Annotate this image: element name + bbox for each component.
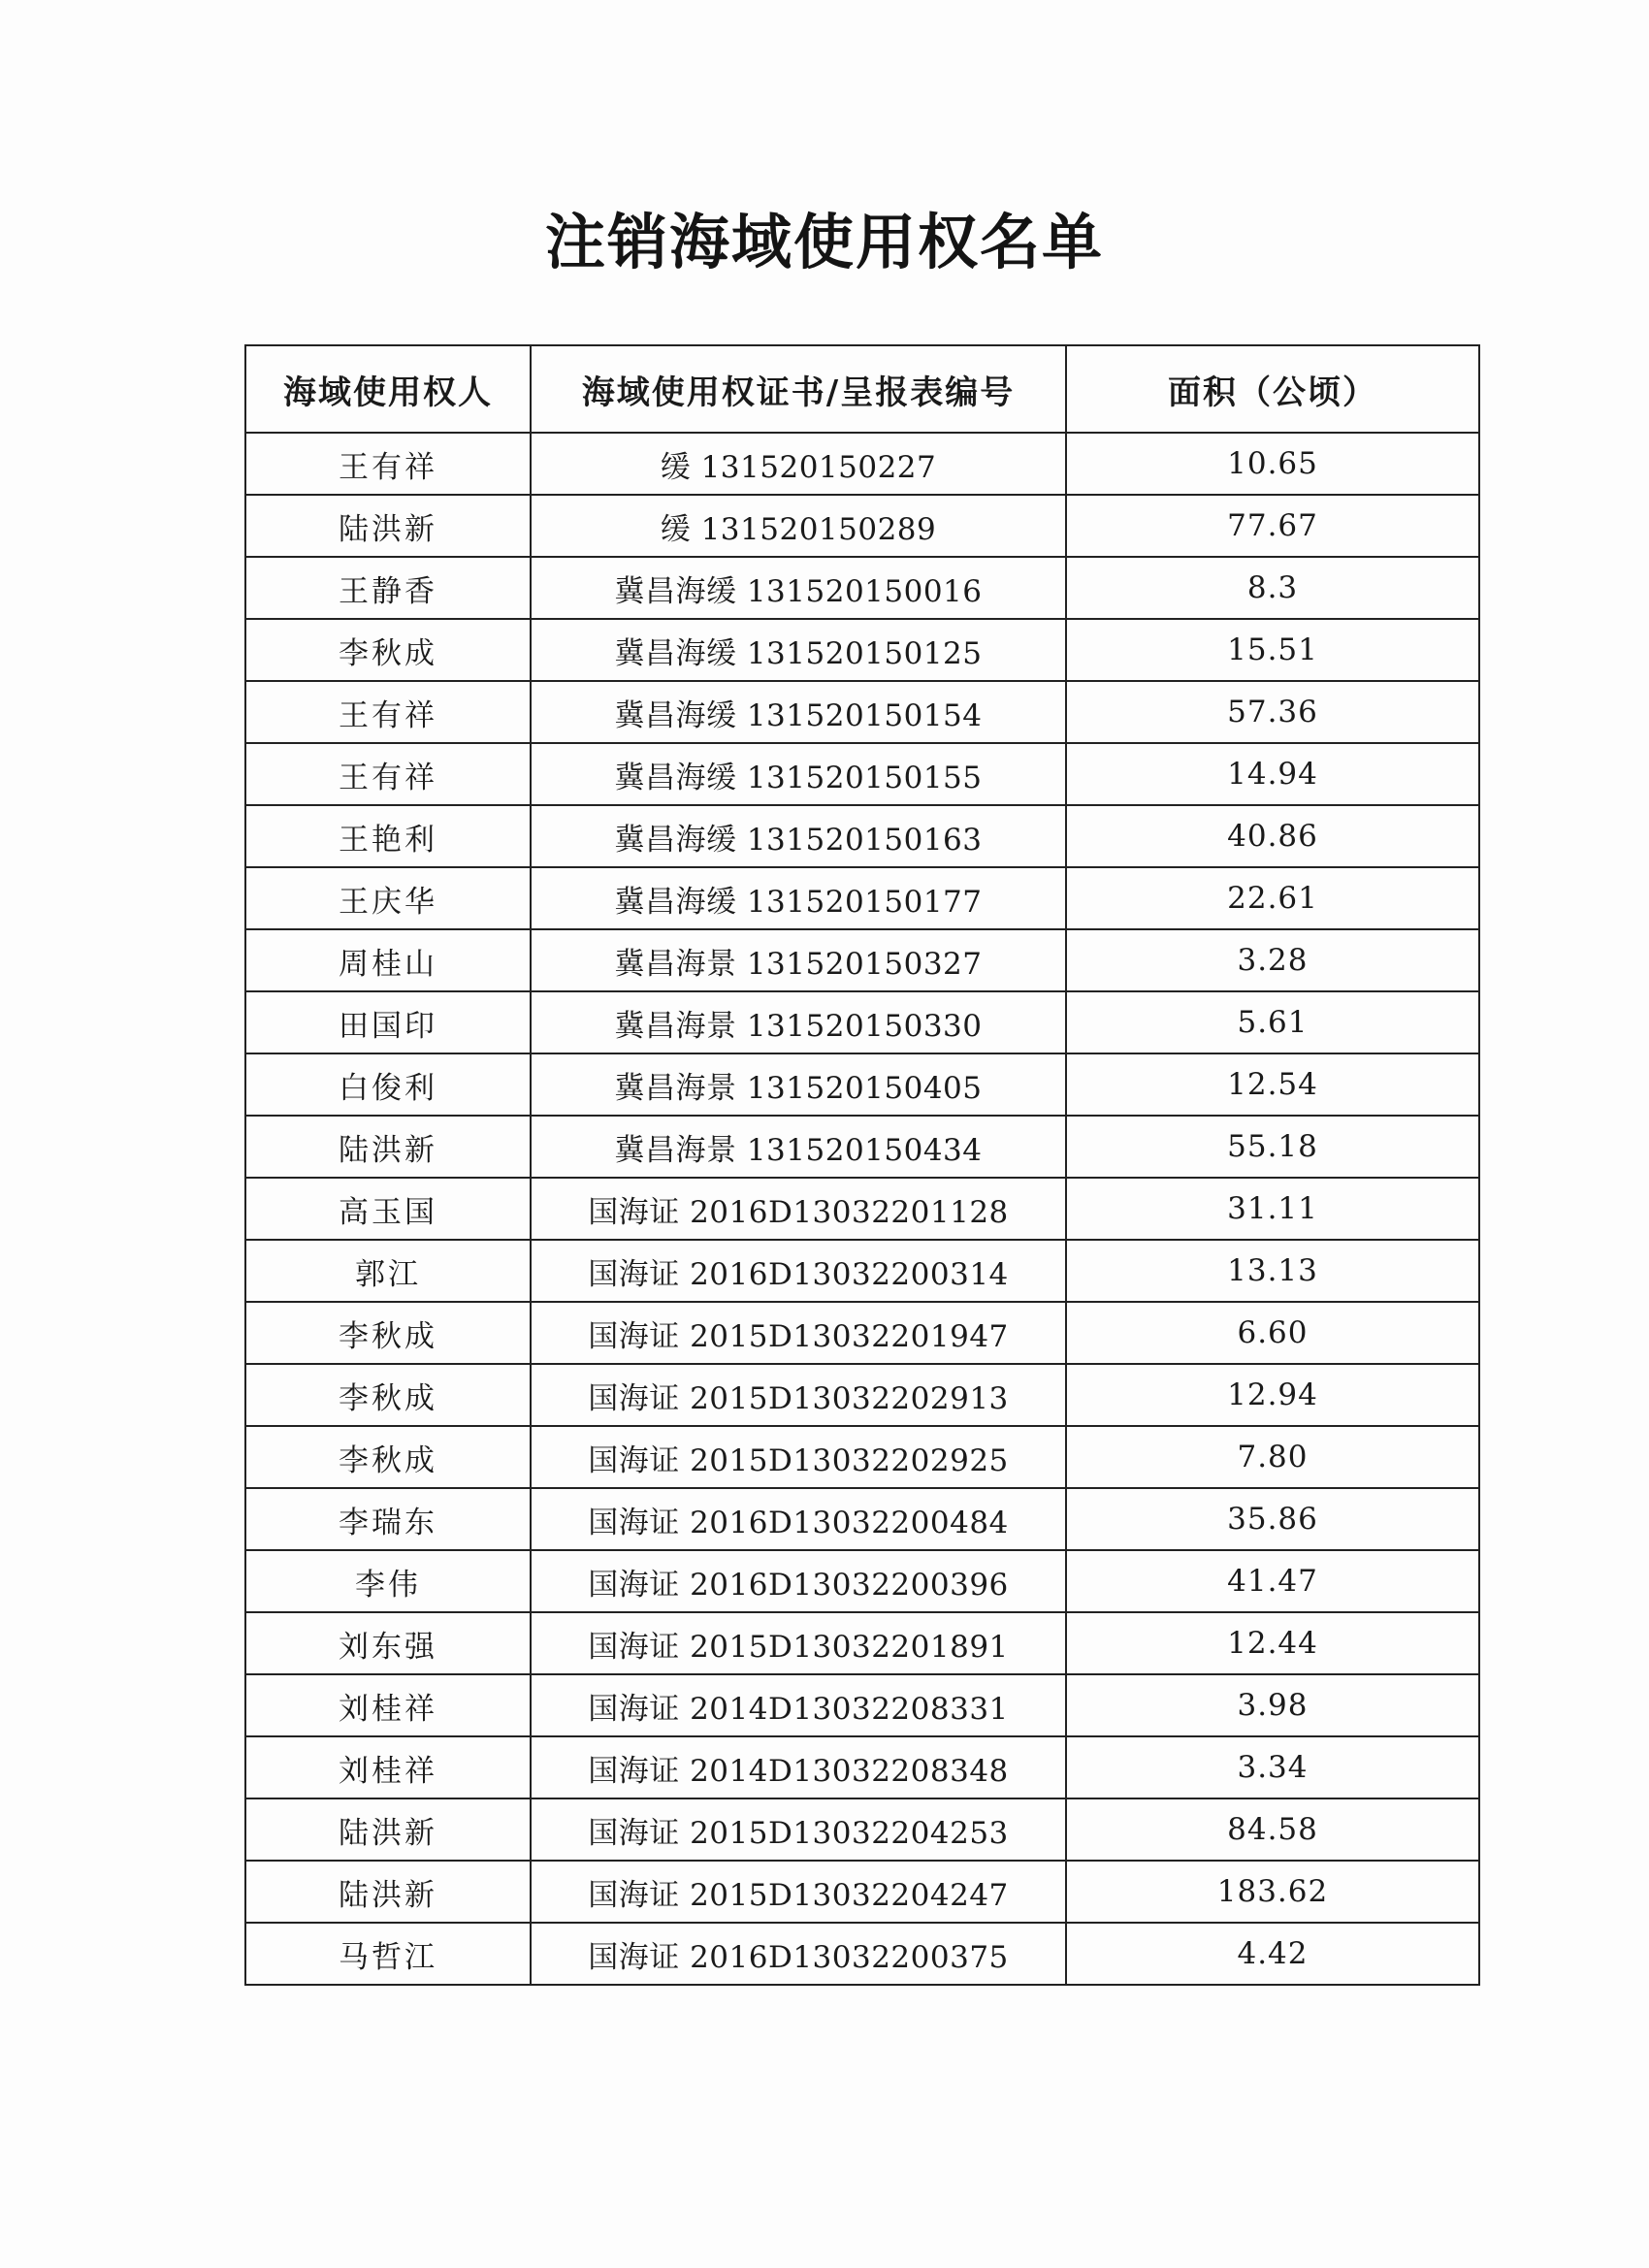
area-cell: 15.51: [1066, 619, 1479, 681]
sea-area-rights-table: [244, 344, 1480, 1986]
table-row: [245, 1923, 1479, 1985]
holder-cell: 李秋成: [245, 1364, 531, 1426]
certificate-cell: 冀昌海景 131520150327: [531, 929, 1066, 991]
holder-cell: 李秋成: [245, 1426, 531, 1488]
area-cell: 77.67: [1066, 495, 1479, 557]
table-row: [245, 867, 1479, 929]
table-row: [245, 1302, 1479, 1364]
holder-cell: 陆洪新: [245, 1116, 531, 1178]
holder-cell: 周桂山: [245, 929, 531, 991]
certificate-cell: 国海证 2014D13032208331: [531, 1674, 1066, 1736]
table-body: [245, 433, 1479, 1985]
table-row: [245, 1550, 1479, 1612]
certificate-cell: 冀昌海缓 131520150163: [531, 805, 1066, 867]
holder-cell: 田国印: [245, 991, 531, 1053]
certificate-cell: 冀昌海缓 131520150016: [531, 557, 1066, 619]
certificate-cell: 国海证 2015D13032204253: [531, 1798, 1066, 1861]
certificate-cell: 冀昌海景 131520150330: [531, 991, 1066, 1053]
column-header-holder: 海域使用权人: [245, 345, 531, 433]
table-row: [245, 1053, 1479, 1116]
certificate-cell: 冀昌海缓 131520150154: [531, 681, 1066, 743]
holder-cell: 王有祥: [245, 433, 531, 495]
holder-cell: 李瑞东: [245, 1488, 531, 1550]
area-cell: 55.18: [1066, 1116, 1479, 1178]
certificate-cell: 国海证 2014D13032208348: [531, 1736, 1066, 1798]
holder-cell: 王庆华: [245, 867, 531, 929]
holder-cell: 李秋成: [245, 619, 531, 681]
holder-cell: 刘东强: [245, 1612, 531, 1674]
table-row: [245, 681, 1479, 743]
holder-cell: 白俊利: [245, 1053, 531, 1116]
area-cell: 12.54: [1066, 1053, 1479, 1116]
certificate-cell: 冀昌海缓 131520150155: [531, 743, 1066, 805]
holder-cell: 王艳利: [245, 805, 531, 867]
column-header-area: 面积（公顷）: [1066, 345, 1479, 433]
area-cell: 8.3: [1066, 557, 1479, 619]
area-cell: 35.86: [1066, 1488, 1479, 1550]
area-cell: 14.94: [1066, 743, 1479, 805]
certificate-cell: 国海证 2015D13032204247: [531, 1861, 1066, 1923]
area-cell: 183.62: [1066, 1861, 1479, 1923]
table-row: [245, 1178, 1479, 1240]
holder-cell: 陆洪新: [245, 1861, 531, 1923]
holder-cell: 高玉国: [245, 1178, 531, 1240]
area-cell: 3.34: [1066, 1736, 1479, 1798]
area-cell: 57.36: [1066, 681, 1479, 743]
certificate-cell: 国海证 2015D13032202913: [531, 1364, 1066, 1426]
table-row: [245, 1861, 1479, 1923]
table-row: [245, 1798, 1479, 1861]
table-row: [245, 743, 1479, 805]
holder-cell: 李秋成: [245, 1302, 531, 1364]
certificate-cell: 冀昌海景 131520150405: [531, 1053, 1066, 1116]
area-cell: 12.94: [1066, 1364, 1479, 1426]
area-cell: 4.42: [1066, 1923, 1479, 1985]
holder-cell: 马哲江: [245, 1923, 531, 1985]
certificate-cell: 冀昌海缓 131520150177: [531, 867, 1066, 929]
area-cell: 7.80: [1066, 1426, 1479, 1488]
table-row: [245, 557, 1479, 619]
holder-cell: 陆洪新: [245, 1798, 531, 1861]
table-row: [245, 619, 1479, 681]
certificate-cell: 国海证 2015D13032201947: [531, 1302, 1066, 1364]
table-row: [245, 1612, 1479, 1674]
holder-cell: 郭江: [245, 1240, 531, 1302]
certificate-cell: 国海证 2015D13032201891: [531, 1612, 1066, 1674]
table-row: [245, 1364, 1479, 1426]
certificate-cell: 国海证 2016D13032201128: [531, 1178, 1066, 1240]
certificate-cell: 缓 131520150289: [531, 495, 1066, 557]
area-cell: 22.61: [1066, 867, 1479, 929]
holder-cell: 刘桂祥: [245, 1736, 531, 1798]
area-cell: 40.86: [1066, 805, 1479, 867]
area-cell: 31.11: [1066, 1178, 1479, 1240]
table-row: [245, 1674, 1479, 1736]
certificate-cell: 国海证 2016D13032200396: [531, 1550, 1066, 1612]
table-row: [245, 433, 1479, 495]
table-header-row: [245, 345, 1479, 433]
holder-cell: 王有祥: [245, 681, 531, 743]
certificate-cell: 冀昌海景 131520150434: [531, 1116, 1066, 1178]
certificate-cell: 国海证 2015D13032202925: [531, 1426, 1066, 1488]
page-title: 注销海域使用权名单: [544, 207, 1104, 277]
area-cell: 6.60: [1066, 1302, 1479, 1364]
area-cell: 41.47: [1066, 1550, 1479, 1612]
table-row: [245, 991, 1479, 1053]
area-cell: 12.44: [1066, 1612, 1479, 1674]
column-header-certificate: 海域使用权证书/呈报表编号: [531, 345, 1066, 433]
area-cell: 84.58: [1066, 1798, 1479, 1861]
table-row: [245, 1240, 1479, 1302]
table-row: [245, 1116, 1479, 1178]
table-row: [245, 929, 1479, 991]
table-row: [245, 1488, 1479, 1550]
area-cell: 10.65: [1066, 433, 1479, 495]
certificate-cell: 国海证 2016D13032200484: [531, 1488, 1066, 1550]
area-cell: 13.13: [1066, 1240, 1479, 1302]
area-cell: 3.98: [1066, 1674, 1479, 1736]
certificate-cell: 缓 131520150227: [531, 433, 1066, 495]
table-row: [245, 1736, 1479, 1798]
holder-cell: 王静香: [245, 557, 531, 619]
holder-cell: 刘桂祥: [245, 1674, 531, 1736]
certificate-cell: 国海证 2016D13032200314: [531, 1240, 1066, 1302]
holder-cell: 李伟: [245, 1550, 531, 1612]
table-row: [245, 1426, 1479, 1488]
table-row: [245, 805, 1479, 867]
certificate-cell: 国海证 2016D13032200375: [531, 1923, 1066, 1985]
certificate-cell: 冀昌海缓 131520150125: [531, 619, 1066, 681]
area-cell: 5.61: [1066, 991, 1479, 1053]
table-row: [245, 495, 1479, 557]
holder-cell: 王有祥: [245, 743, 531, 805]
holder-cell: 陆洪新: [245, 495, 531, 557]
area-cell: 3.28: [1066, 929, 1479, 991]
